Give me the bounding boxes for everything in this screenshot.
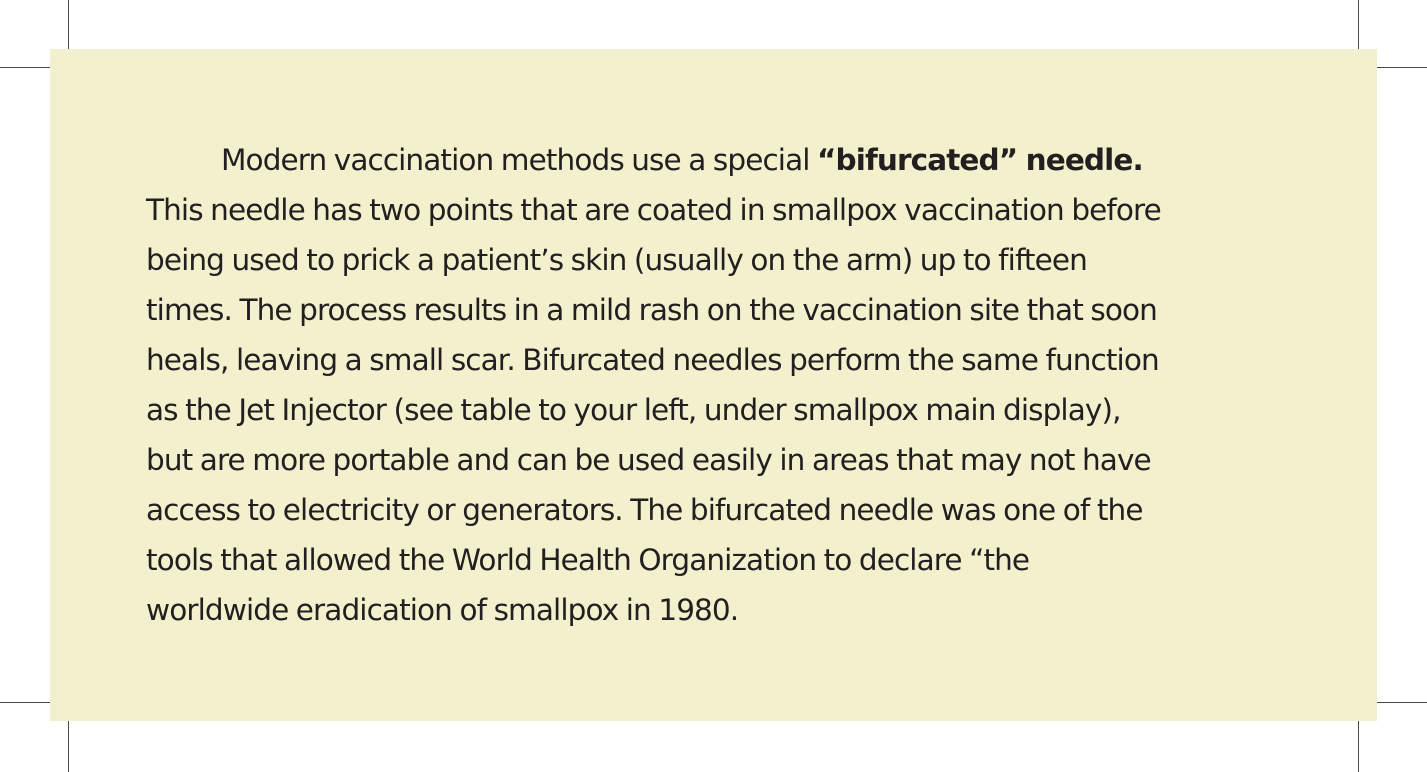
crop-mark-bottom-left-horizontal [0, 702, 55, 703]
paragraph-line: worldwide eradication of smallpox in 1980. [146, 593, 739, 627]
paragraph-line: access to electricity or generators. The bifurcated needle was one of the [146, 493, 1143, 527]
info-card [50, 49, 1377, 721]
paragraph-line: but are more portable and can be used easily in areas that may not have [146, 443, 1151, 477]
paragraph-line: being used to prick a patient’s skin (usually on the arm) up to fifteen [146, 243, 1087, 277]
bifurcated-needle-term: “bifurcated” needle. [817, 143, 1143, 177]
info-paragraph [146, 135, 1306, 635]
paragraph-line: tools that allowed the World Health Organization to declare “the [146, 543, 1030, 577]
paragraph-line: as the Jet Injector (see table to your left, under smallpox main display), [146, 393, 1121, 427]
first-line-text: Modern vaccination methods use a special [221, 143, 818, 177]
paragraph-line-1 [146, 135, 1306, 185]
crop-mark-top-right-vertical [1358, 0, 1359, 52]
crop-mark-top-left-horizontal [0, 67, 55, 68]
paragraph-line: This needle has two points that are coated in smallpox vaccination before [146, 193, 1161, 227]
paragraph-line: heals, leaving a small scar. Bifurcated needles perform the same function [146, 343, 1159, 377]
crop-mark-top-left-vertical [68, 0, 69, 52]
crop-mark-bottom-right-horizontal [1372, 702, 1427, 703]
crop-mark-top-right-horizontal [1372, 67, 1427, 68]
crop-mark-bottom-left-vertical [68, 717, 69, 772]
crop-mark-bottom-right-vertical [1358, 717, 1359, 772]
paragraph-line: times. The process results in a mild rash on the vaccination site that soon [146, 293, 1157, 327]
